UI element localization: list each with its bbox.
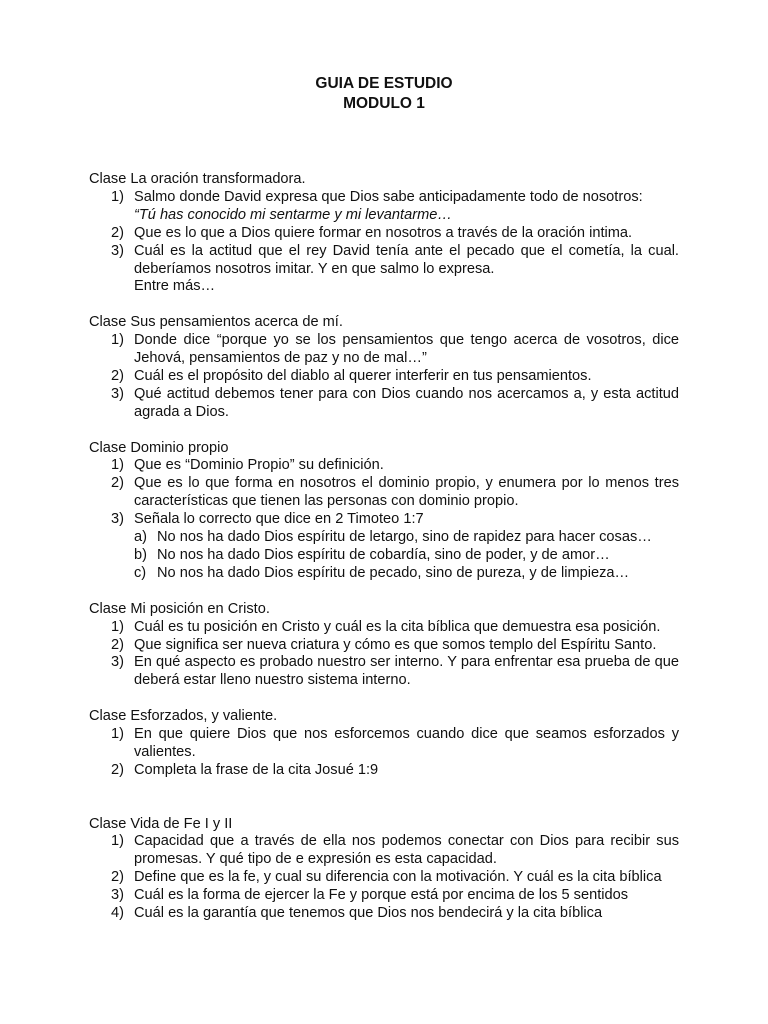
document-body [89, 171, 679, 941]
question-item [89, 225, 679, 243]
section-pensamientos [89, 314, 679, 421]
section-heading: Clase La oración transformadora. [89, 171, 306, 187]
question-item [89, 905, 679, 923]
option-text: No nos ha dado Dios espíritu de cobardía, sino de poder, y de amor… [157, 547, 610, 563]
section-vida-de-fe [89, 816, 679, 923]
question-list [89, 457, 679, 582]
option-letter: c) [134, 564, 147, 581]
option-item [134, 529, 679, 547]
question-item [89, 619, 679, 637]
section-posicion-en-cristo [89, 601, 679, 691]
section-oracion-transformadora [89, 171, 679, 296]
question-number: 1) [111, 457, 124, 474]
question-number: 2) [111, 367, 124, 384]
option-item [134, 565, 679, 583]
section-esforzados [89, 708, 679, 780]
option-letter: a) [134, 529, 147, 546]
title-line-2: MODULO 1 [343, 95, 425, 112]
question-number: 2) [111, 475, 124, 492]
option-item [134, 547, 679, 565]
question-item [89, 386, 679, 422]
question-number: 2) [111, 636, 124, 653]
question-number: 2) [111, 869, 124, 886]
question-item [89, 511, 679, 583]
question-quote: “Tú has conocido mi sentarme y mi levantarme… [134, 206, 452, 223]
section-heading: Clase Dominio propio [89, 439, 229, 456]
question-text: Cuál es tu posición en Cristo y cuál es la cita bíblica que demuestra esa posición. [134, 618, 661, 635]
question-list [89, 726, 679, 780]
option-list [134, 529, 679, 583]
question-item [89, 368, 679, 386]
question-text: Cuál es la forma de ejercer la Fe y porque está por encima de los 5 sentidos [134, 887, 629, 904]
question-text: Salmo donde David expresa que Dios sabe anticipadamente todo de nosotros: [134, 188, 643, 205]
question-text: Define que es la fe, y cual su diferencia con la motivación. Y cuál es la cita bíblica [134, 869, 662, 886]
section-heading: Clase Vida de Fe I y II [89, 815, 233, 832]
question-list [89, 833, 679, 923]
question-number: 3) [111, 385, 124, 402]
question-text: Donde dice “porque yo se los pensamientos que tengo acerca de vosotros, dice Jehová, pensamientos de paz y no de mal…” [134, 332, 679, 367]
question-item [89, 457, 679, 475]
question-list [89, 332, 679, 422]
section-dominio-propio [89, 440, 679, 583]
question-item [89, 833, 679, 869]
question-text: Cuál es el propósito del diablo al querer interferir en tus pensamientos. [134, 367, 592, 384]
question-item [89, 243, 679, 297]
question-number: 2) [111, 761, 124, 778]
document-title [0, 74, 768, 114]
question-item [89, 654, 679, 690]
question-item [89, 332, 679, 368]
question-item [89, 189, 679, 225]
question-text: Que es “Dominio Propio” su definición. [134, 457, 384, 474]
question-number: 3) [111, 511, 124, 528]
question-item [89, 637, 679, 655]
question-text: Qué actitud debemos tener para con Dios cuando nos acercamos a, y esta actitud agrada a Dios. [134, 385, 679, 420]
question-text: Capacidad que a través de ella nos podemos conectar con Dios para recibir sus promesas. Y qué tipo de e expresión es esta capacidad. [134, 833, 679, 868]
question-number: 1) [111, 332, 124, 349]
question-number: 3) [111, 242, 124, 259]
option-text: No nos ha dado Dios espíritu de pecado, sino de pureza, y de limpieza… [157, 564, 630, 581]
question-text: Cuál es la garantía que tenemos que Dios nos bendecirá y la cita bíblica [134, 905, 603, 922]
question-number: 1) [111, 188, 124, 205]
question-text: Que es lo que forma en nosotros el dominio propio, y enumera por lo menos tres características que tienen las personas con dominio propio. [134, 475, 679, 510]
question-item [89, 726, 679, 762]
question-item [89, 762, 679, 780]
section-heading: Clase Mi posición en Cristo. [89, 600, 270, 617]
question-list [89, 619, 679, 691]
question-number: 1) [111, 618, 124, 635]
question-text: Completa la frase de la cita Josué 1:9 [134, 761, 379, 778]
option-text: No nos ha dado Dios espíritu de letargo, sino de rapidez para hacer cosas… [157, 529, 652, 546]
question-extra-text: Entre más… [134, 278, 216, 295]
option-letter: b) [134, 547, 147, 563]
question-number: 3) [111, 887, 124, 904]
question-item [89, 869, 679, 887]
question-list [89, 189, 679, 296]
question-text: En qué aspecto es probado nuestro ser interno. Y para enfrentar esa prueba de que deberá estar lleno nuestro sistema interno. [134, 654, 679, 689]
question-item [89, 475, 679, 511]
question-text: Que es lo que a Dios quiere formar en nosotros a través de la oración intima. [134, 224, 633, 241]
question-number: 2) [111, 224, 124, 241]
question-text: Cuál es la actitud que el rey David tenía ante el pecado que el cometía, la cual. deberíamos nosotros imitar. Y en que salmo lo expresa. [134, 242, 679, 277]
section-heading: Clase Sus pensamientos acerca de mí. [89, 314, 343, 331]
question-item [89, 887, 679, 905]
title-line-1: GUIA DE ESTUDIO [315, 75, 453, 92]
question-text: Señala lo correcto que dice en 2 Timoteo 1:7 [134, 511, 424, 528]
question-number: 1) [111, 726, 124, 743]
section-heading: Clase Esforzados, y valiente. [89, 708, 278, 725]
question-number: 3) [111, 654, 124, 671]
question-text: Que significa ser nueva criatura y cómo es que somos templo del Espíritu Santo. [134, 636, 657, 653]
question-number: 4) [111, 905, 124, 922]
question-number: 1) [111, 833, 124, 850]
question-text: En que quiere Dios que nos esforcemos cuando dice que seamos esforzados y valientes. [134, 726, 679, 760]
